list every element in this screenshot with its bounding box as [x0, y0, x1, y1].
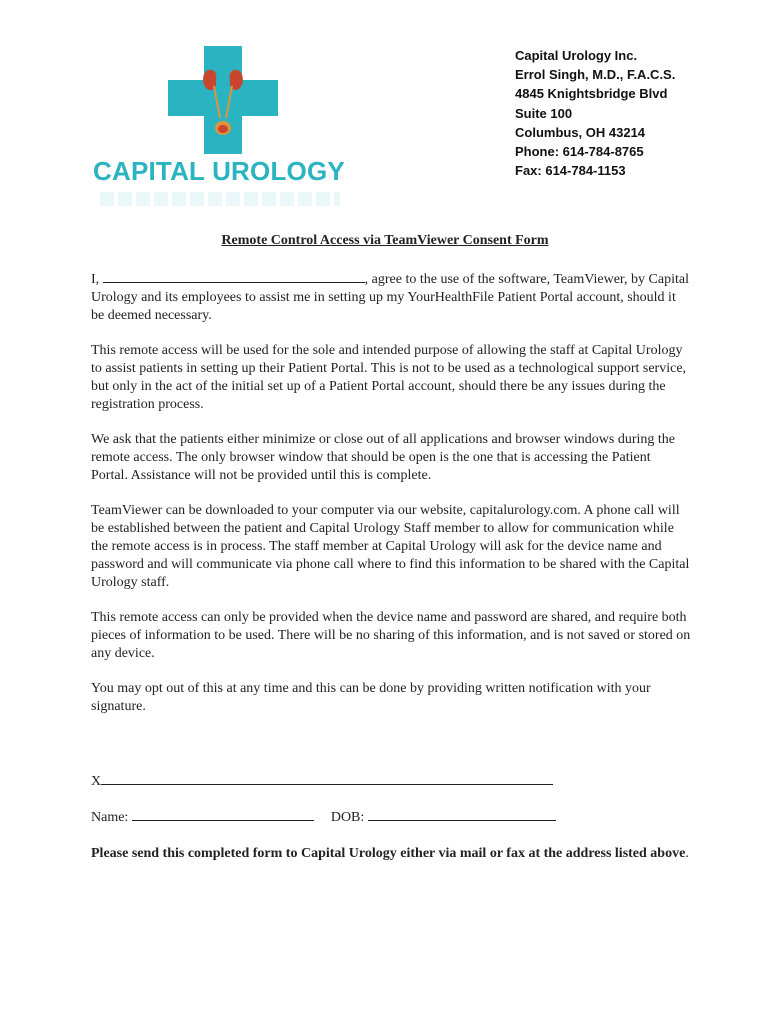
- dob-label: DOB:: [330, 810, 368, 825]
- closing-instructions: [91, 845, 691, 863]
- capital-urology-logo: [90, 46, 352, 206]
- intro-paragraph: [91, 270, 691, 325]
- paragraph-download: TeamViewer can be downloaded to your computer via our website, capitalurology.com. A phone call will be established between the patient and Capital Urology Staff member to allow for communication while the remote access is in process. The staff member at Capital Urology will ask for the device name and password and will communicate via phone call where to find this information to be shared with the Capital Urology staff.: [91, 503, 690, 590]
- name-dob-row: [91, 808, 556, 826]
- intro-suffix: , agree to the use of the software, TeamViewer, by Capital Urology and its employees to assist me in setting up my YourHealthFile Patient Portal account, should it be deemed necessary.: [91, 272, 689, 323]
- closing-text: Please send this completed form to Capital Urology either via mail or fax at the address listed above: [91, 846, 686, 861]
- suite: Suite 100: [515, 105, 573, 121]
- phone-number: Phone: 614-784-8765: [515, 144, 644, 160]
- fax-number: Fax: 614-784-1153: [515, 163, 626, 179]
- doctor-name: Errol Singh, M.D., F.A.C.S.: [515, 67, 676, 83]
- contact-block: [515, 46, 675, 180]
- street-address: 4845 Knightsbridge Blvd: [515, 86, 668, 102]
- city-state-zip: Columbus, OH 43214: [515, 124, 646, 140]
- paragraph-browser-windows: We ask that the patients either minimize or close out of all applications and browser windows during the remote access. The only browser window that should be open is the one that is accessing the Patient Portal. Assistance will not be provided until this is complete.: [91, 432, 676, 483]
- form-body: [91, 270, 691, 733]
- logo-tagline-faded: [100, 192, 340, 206]
- intro-prefix: I,: [91, 272, 103, 287]
- name-blank[interactable]: [132, 808, 314, 821]
- company-name: Capital Urology Inc.: [515, 48, 638, 63]
- dob-blank[interactable]: [368, 808, 556, 821]
- signature-line: [91, 772, 553, 790]
- signature-label: X: [91, 774, 102, 789]
- paragraph-opt-out: You may opt out of this at any time and this can be done by providing written notification with your signature.: [91, 681, 651, 714]
- urology-cross-icon: [168, 46, 278, 154]
- form-title: Remote Control Access via TeamViewer Consent Form: [221, 233, 549, 248]
- closing-period: .: [685, 846, 689, 861]
- name-label: Name:: [91, 810, 132, 825]
- logo-text: CAPITAL UROLOGY: [93, 156, 345, 186]
- paragraph-credentials: This remote access can only be provided when the device name and password are shared, and require both pieces of information to be used. There will be no sharing of this information, and is not saved or stored on any device.: [91, 610, 691, 661]
- paragraph-purpose: This remote access will be used for the sole and intended purpose of allowing the staff at Capital Urology to assist patients in setting up their Patient Portal. This is not to be used as a technological support service, but only in the act of the initial set up of a Patient Portal account, should there be any issues during the registration process.: [91, 343, 687, 412]
- patient-name-blank[interactable]: [103, 270, 365, 283]
- signature-blank[interactable]: [101, 772, 553, 785]
